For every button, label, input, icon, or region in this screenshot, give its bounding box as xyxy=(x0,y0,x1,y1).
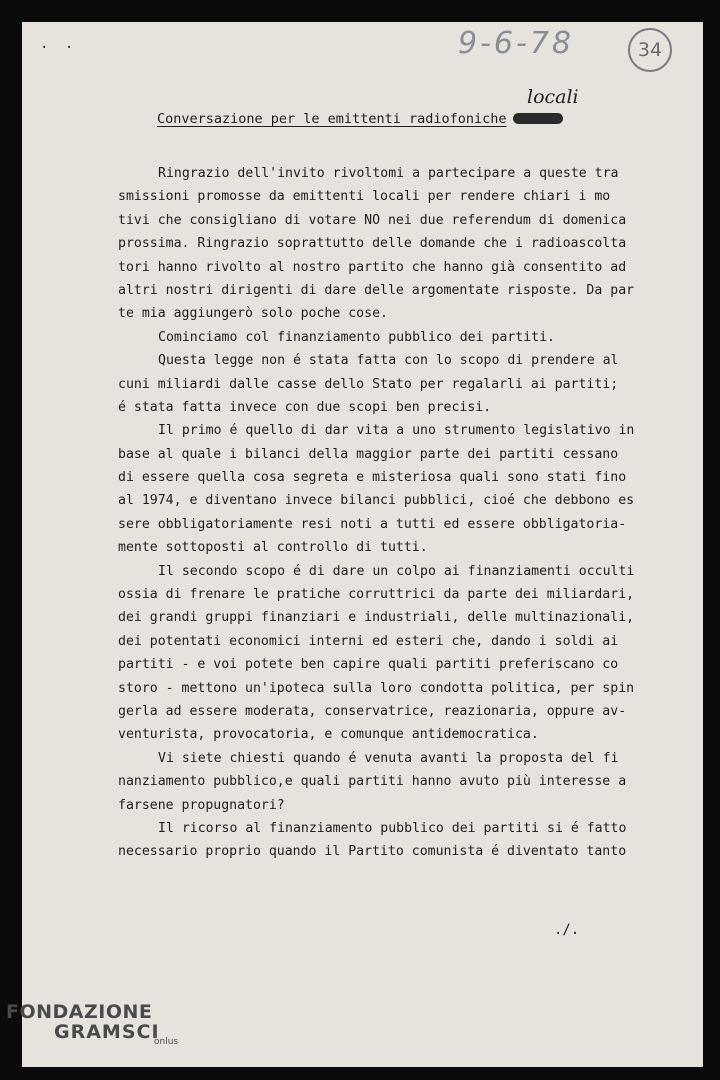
pencil-date: 9-6-78 xyxy=(458,26,574,61)
watermark-line-2: GRAMSCI xyxy=(54,1021,160,1043)
text-line: Ringrazio dell'invito rivoltomi a partecipare a queste tra xyxy=(158,166,619,181)
crossed-out-word xyxy=(513,113,563,124)
text-line: sere obbligatoriamente resi noti a tutti ed essere obbligatoria- xyxy=(118,516,627,532)
text-line: al 1974, e diventano invece bilanci pubblici, cioé che debbono es xyxy=(118,493,635,509)
text-line: mente sottoposti al controllo di tutti. xyxy=(118,540,428,556)
text-line: Vi siete chiesti quando é venuta avanti la proposta del fi xyxy=(158,750,619,766)
margin-marks: · · xyxy=(40,40,78,56)
page-number-circle xyxy=(628,28,672,72)
text-line: gerla ad essere moderata, conservatrice, reazionaria, oppure av- xyxy=(118,703,627,719)
document-body xyxy=(118,162,678,864)
document-title: Conversazione per le emittenti radiofoniche xyxy=(157,111,507,127)
text-line: cuni miliardi dalle casse dello Stato per regalarli ai partiti; xyxy=(118,376,619,392)
text-line: partiti - e voi potete ben capire quali partiti preferiscano co xyxy=(118,657,619,673)
text-line: Il secondo scopo é di dare un colpo ai finanziamenti occulti xyxy=(158,563,635,579)
text-line: farsene propugnatori? xyxy=(118,797,285,813)
text-line: tivi che consigliano di votare NO nei due referendum di domenica xyxy=(118,212,627,228)
watermark-line-3: onlus xyxy=(154,1037,179,1047)
text-line: Il primo é quello di dar vita a uno strumento legislativo in xyxy=(158,423,635,439)
text-line: ossia di frenare le pratiche corruttrici da parte dei miliardari, xyxy=(118,587,635,603)
title-block xyxy=(157,108,563,127)
continuation-mark: ./. xyxy=(554,922,580,938)
handwritten-addition: locali xyxy=(527,86,579,108)
page-number: 34 xyxy=(637,39,663,61)
watermark-line-1: FONDAZIONE xyxy=(6,1001,153,1023)
text-line: nanziamento pubblico,e quali partiti hanno avuto più interesse a xyxy=(118,774,627,790)
text-line: smissioni promosse da emittenti locali per rendere chiari i mo xyxy=(118,189,611,205)
text-line: di essere quella cosa segreta e misteriosa quali sono stati fino xyxy=(118,470,627,486)
text-line: te mia aggiungerò solo poche cose. xyxy=(118,306,388,322)
text-line: altri nostri dirigenti di dare delle argomentate risposte. Da par xyxy=(118,282,635,298)
text-line: tori hanno rivolto al nostro partito che hanno già consentito ad xyxy=(118,259,627,275)
text-line: dei potentati economici interni ed esteri che, dando i soldi ai xyxy=(118,633,619,649)
archive-watermark xyxy=(6,1001,226,1047)
text-line: é stata fatta invece con due scopi ben precisi. xyxy=(118,399,492,415)
text-line: dei grandi gruppi finanziari e industriali, delle multinazionali, xyxy=(118,610,635,626)
text-line: base al quale i bilanci della maggior parte dei partiti cessano xyxy=(118,446,619,462)
text-line: necessario proprio quando il Partito comunista é diventato tanto xyxy=(118,844,627,860)
text-line: venturista, provocatoria, e comunque antidemocratica. xyxy=(118,727,539,743)
text-line: Cominciamo col finanziamento pubblico dei partiti. xyxy=(158,329,555,345)
text-line: Questa legge non é stata fatta con lo scopo di prendere al xyxy=(158,353,619,369)
document-page xyxy=(22,22,703,1067)
text-line: prossima. Ringrazio soprattutto delle domande che i radioascolta xyxy=(118,236,627,252)
text-line: Il ricorso al finanziamento pubblico dei partiti si é fatto xyxy=(158,820,627,836)
text-line: storo - mettono un'ipoteca sulla loro condotta politica, per spin xyxy=(118,680,635,696)
